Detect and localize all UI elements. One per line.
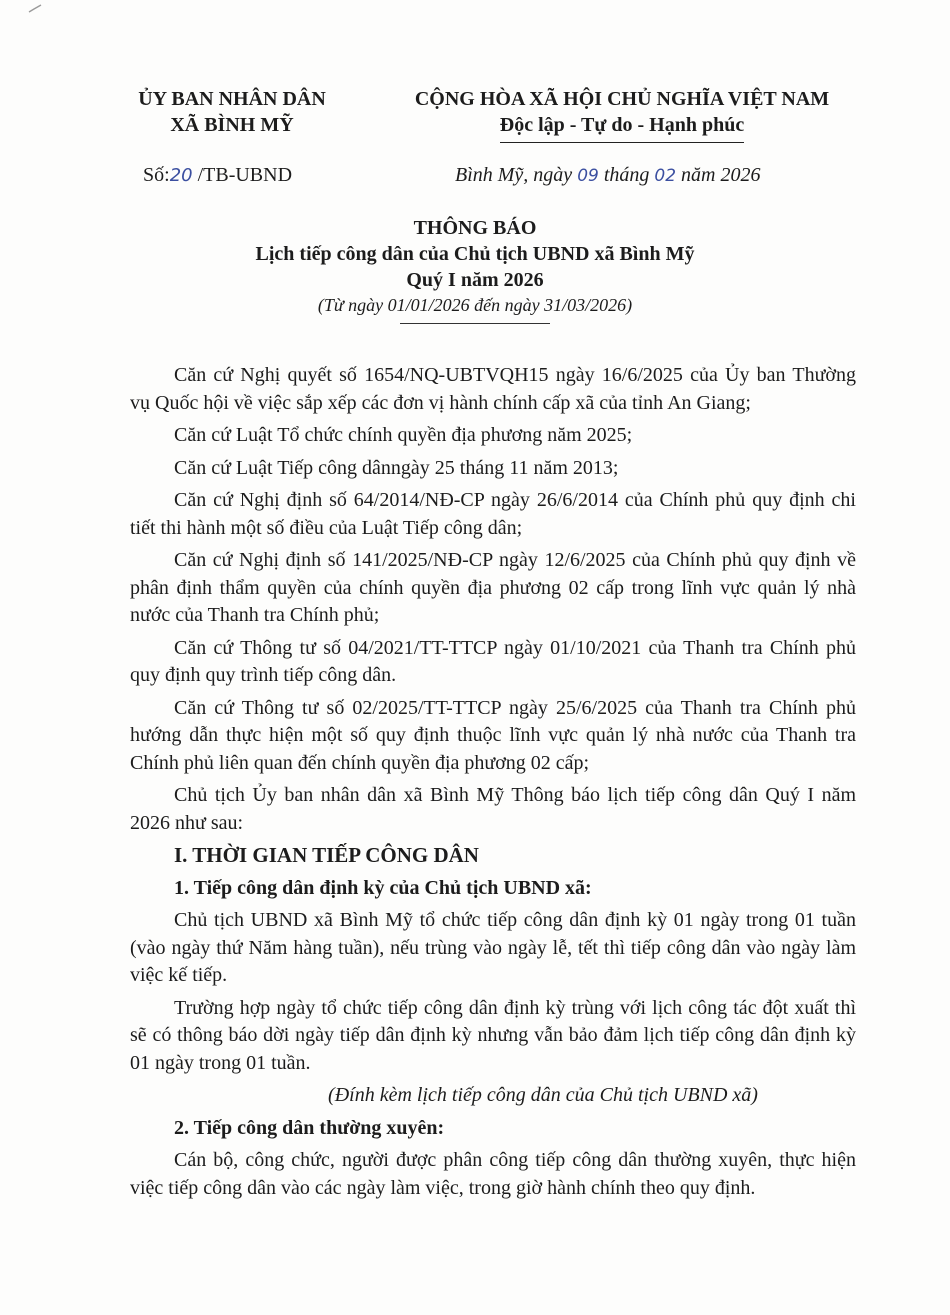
title-divider: [400, 323, 550, 324]
announcement-intro: Chủ tịch Ủy ban nhân dân xã Bình Mỹ Thông báo lịch tiếp công dân Quý I năm 2026 như sau:: [130, 784, 856, 834]
number-value: 20: [169, 165, 193, 186]
attachment-note: (Đính kèm lịch tiếp công dân của Chủ tịch UBND xã): [328, 1084, 758, 1106]
legal-basis-7: Căn cứ Thông tư số 02/2025/TT-TTCP ngày 25/6/2025 của Thanh tra Chính phủ hướng dẫn thực hiện một số quy định thuộc lĩnh vực quản lý nhà nước của Thanh tra Chính phủ liên quan đến chính quyền địa phương 02 cấp;: [130, 696, 856, 774]
date-day: 09: [577, 166, 599, 186]
date-year: năm 2026: [676, 164, 761, 186]
title-block: [150, 215, 800, 324]
legal-basis-3: Căn cứ Luật Tiếp công dânngày 25 tháng 11 năm 2013;: [174, 456, 619, 479]
document-subtitle: Lịch tiếp công dân của Chủ tịch UBND xã Bình Mỹ: [255, 243, 695, 265]
number-suffix: /TB-UBND: [192, 164, 293, 186]
agency-line-2: XÃ BÌNH MỸ: [170, 114, 294, 136]
periodic-reception-text: Chủ tịch UBND xã Bình Mỹ tổ chức tiếp công dân định kỳ 01 ngày trong 01 tuần (vào ngày thứ Năm hàng tuần), nếu trùng vào ngày lễ, tết thì tiếp công dân vào ngày làm việc kế tiếp.: [130, 909, 856, 986]
document-body: [130, 362, 856, 1207]
legal-basis-4: Căn cứ Nghị định số 64/2014/NĐ-CP ngày 26/6/2014 của Chính phủ quy định chi tiết thi hành một số điều của Luật Tiếp công dân;: [130, 489, 856, 539]
subsection-heading-2: 2. Tiếp công dân thường xuyên:: [174, 1116, 445, 1139]
country-name: CỘNG HÒA XÃ HỘI CHỦ NGHĨA VIỆT NAM: [414, 88, 830, 110]
number-prefix: Số:: [143, 164, 170, 186]
legal-basis-2: Căn cứ Luật Tổ chức chính quyền địa phương năm 2025;: [174, 424, 633, 446]
date-month-label: tháng: [598, 164, 655, 186]
regular-reception-text: Cán bộ, công chức, người được phân công tiếp công dân thường xuyên, thực hiện việc tiếp công dân vào các ngày làm việc, trong giờ hành chính theo quy định.: [130, 1149, 856, 1199]
national-motto: Độc lập - Tự do - Hạnh phúc: [500, 112, 744, 143]
legal-basis-6: Căn cứ Thông tư số 04/2021/TT-TTCP ngày 01/10/2021 của Thanh tra Chính phủ quy định quy trình tiếp công dân.: [130, 636, 856, 686]
issuing-agency: [112, 86, 352, 138]
legal-basis-1: Căn cứ Nghị quyết số 1654/NQ-UBTVQH15 ngày 16/6/2025 của Ủy ban Thường vụ Quốc hội về việc sắp xếp các đơn vị hành chính cấp xã của tỉnh An Giang;: [130, 364, 856, 414]
date-place: Bình Mỹ, ngày: [455, 164, 578, 186]
document-period: (Từ ngày 01/01/2026 đến ngày 31/03/2026): [317, 295, 633, 315]
schedule-conflict-text: Trường hợp ngày tổ chức tiếp công dân định kỳ trùng với lịch công tác đột xuất thì sẽ có thông báo dời ngày tiếp dân định kỳ nhưng vẫn bảo đảm lịch tiếp công dân định kỳ 01 ngày trong 01 tuần.: [130, 996, 856, 1074]
section-heading-1: I. THỜI GIAN TIẾP CÔNG DÂN: [174, 843, 479, 867]
pen-mark-icon: [28, 4, 42, 14]
document-quarter: Quý I năm 2026: [406, 269, 544, 291]
document-title: THÔNG BÁO: [413, 217, 537, 239]
document-number: [143, 164, 292, 187]
date-month: 02: [654, 166, 677, 186]
legal-basis-5: Căn cứ Nghị định số 141/2025/NĐ-CP ngày 12/6/2025 của Chính phủ quy định về phân định thẩm quyền của chính quyền địa phương 02 cấp trong lĩnh vực quản lý nhà nước của Thanh tra Chính phủ;: [130, 549, 856, 626]
agency-line-1: ỦY BAN NHÂN DÂN: [138, 88, 326, 110]
document-date: [455, 164, 760, 187]
national-header: [372, 86, 872, 143]
subsection-heading-1: 1. Tiếp công dân định kỳ của Chủ tịch UBND xã:: [174, 876, 592, 899]
